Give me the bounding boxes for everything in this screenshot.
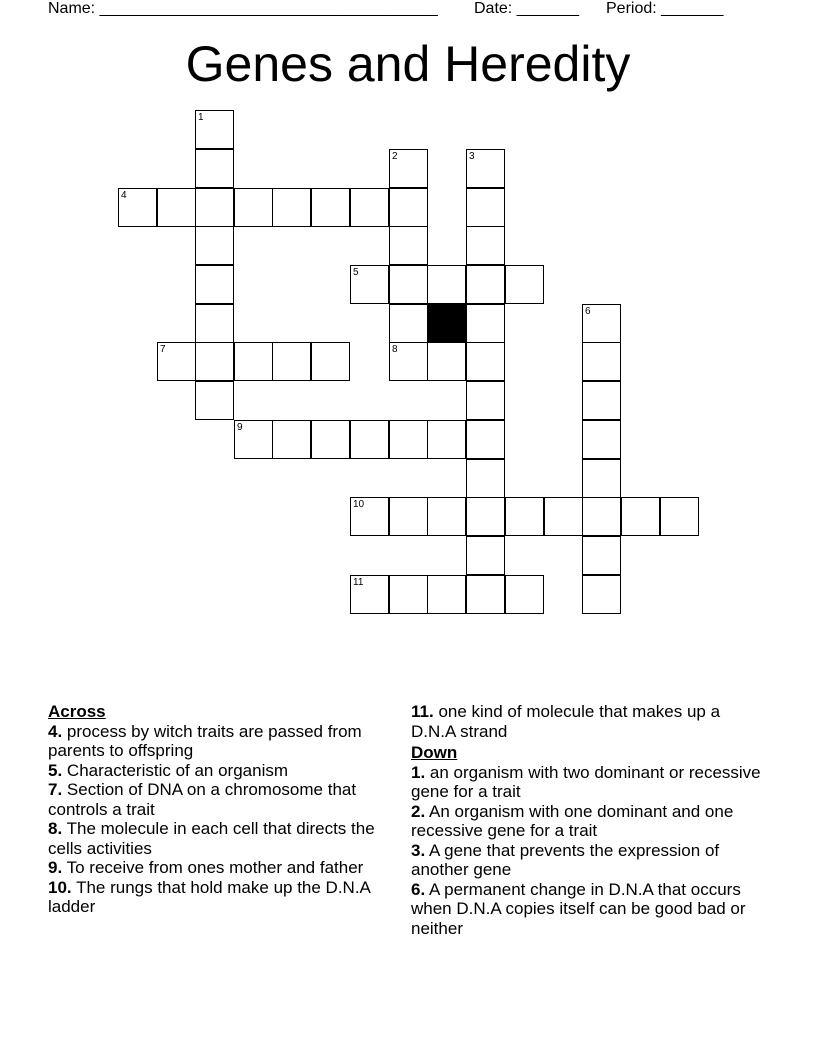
crossword-cell[interactable] [582, 459, 621, 498]
clue-text: one kind of molecule that makes up a D.N.A strand [411, 702, 721, 741]
crossword-cell[interactable] [466, 497, 505, 536]
crossword-cell[interactable] [350, 188, 389, 227]
down-heading: Down [411, 743, 458, 762]
crossword-cell[interactable] [466, 265, 505, 304]
clue-number: 5. [48, 760, 63, 780]
clue-number: 11. [411, 702, 434, 721]
crossword-cell[interactable] [272, 188, 311, 227]
clue-number: 7 [160, 344, 166, 355]
clue-number: 2. [411, 801, 426, 821]
crossword-cell[interactable] [660, 497, 699, 536]
crossword-cell[interactable] [311, 420, 350, 459]
clue-across-8 [48, 819, 378, 858]
crossword-cell[interactable] [195, 265, 234, 304]
clues-left-column [48, 702, 378, 917]
clue-down-2 [411, 802, 761, 841]
crossword-cell[interactable] [350, 497, 389, 536]
crossword-cell[interactable] [466, 149, 505, 188]
crossword-cell[interactable] [195, 188, 234, 227]
crossword-cell[interactable] [582, 342, 621, 381]
crossword-cell[interactable] [582, 536, 621, 575]
crossword-cell[interactable] [466, 188, 505, 227]
clue-text: The molecule in each cell that directs the cells activities [48, 819, 375, 858]
clue-number: 2 [392, 151, 398, 162]
crossword-cell[interactable] [505, 265, 544, 304]
clue-number: 11 [353, 577, 364, 588]
clue-number: 3 [469, 151, 475, 162]
crossword-cell[interactable] [466, 381, 505, 420]
clue-number: 8. [48, 819, 63, 838]
crossword-cell[interactable] [389, 342, 428, 381]
clue-number: 4. [48, 721, 63, 741]
crossword-cell[interactable] [582, 420, 621, 459]
crossword-cell[interactable] [350, 265, 389, 304]
crossword-cell[interactable] [466, 226, 505, 265]
crossword-cell[interactable] [582, 381, 621, 420]
crossword-cell[interactable] [157, 342, 196, 381]
crossword-cell[interactable] [389, 575, 428, 614]
crossword-cell[interactable] [466, 459, 505, 498]
crossword-cell[interactable] [466, 342, 505, 381]
crossword-cell[interactable] [505, 575, 544, 614]
crossword-cell[interactable] [389, 149, 428, 188]
clue-text: Characteristic of an organism [66, 760, 289, 780]
crossword-cell[interactable] [350, 420, 389, 459]
crossword-cell[interactable] [466, 420, 505, 459]
clue-down-3 [411, 841, 761, 880]
clue-across-11 [411, 702, 761, 741]
clue-across-9 [48, 858, 378, 878]
clue-text: An organism with one dominant and one recessive gene for a trait [411, 801, 734, 840]
clue-down-6 [411, 880, 761, 939]
crossword-cell[interactable] [118, 188, 157, 227]
clue-number: 9. [48, 858, 63, 877]
crossword-cell[interactable] [311, 342, 350, 381]
crossword-cell[interactable] [389, 265, 428, 304]
clue-text: To receive from ones mother and father [66, 858, 364, 877]
crossword-cell[interactable] [195, 149, 234, 188]
crossword-cell[interactable] [427, 575, 466, 614]
crossword-cell[interactable] [544, 497, 583, 536]
crossword-cell[interactable] [427, 342, 466, 381]
page-title: Genes and Heredity [185, 36, 631, 92]
crossword-cell[interactable] [427, 265, 466, 304]
crossword-cell[interactable] [389, 226, 428, 265]
crossword-cell[interactable] [466, 536, 505, 575]
black-square [427, 304, 466, 343]
crossword-cell[interactable] [582, 575, 621, 614]
crossword-cell[interactable] [389, 420, 428, 459]
clues-right-column [411, 702, 761, 938]
clue-number: 1 [198, 112, 204, 123]
crossword-cell[interactable] [272, 420, 311, 459]
crossword-cell[interactable] [234, 420, 273, 459]
crossword-cell[interactable] [582, 304, 621, 343]
crossword-cell[interactable] [389, 304, 428, 343]
across-heading: Across [48, 702, 106, 721]
crossword-cell[interactable] [350, 575, 389, 614]
clue-text: an organism with two dominant or recessive gene for a trait [411, 762, 761, 801]
crossword-cell[interactable] [195, 110, 234, 149]
clue-number: 10. [48, 877, 72, 897]
clue-number: 6 [585, 306, 591, 317]
clue-text: A permanent change in D.N.A that occurs when D.N.A copies itself can be good bad or neither [411, 879, 746, 938]
crossword-cell[interactable] [195, 226, 234, 265]
crossword-cell[interactable] [195, 342, 234, 381]
crossword-cell[interactable] [195, 381, 234, 420]
period-field[interactable]: Period: _______ [606, 0, 724, 17]
clue-number: 7. [48, 780, 63, 799]
clue-number: 4 [121, 190, 127, 201]
clue-number: 9 [237, 422, 243, 433]
crossword-cell[interactable] [272, 342, 311, 381]
crossword-cell[interactable] [427, 497, 466, 536]
clue-across-10 [48, 878, 378, 917]
clue-number: 8 [392, 344, 398, 355]
crossword-cell[interactable] [621, 497, 660, 536]
clue-across-5 [48, 761, 378, 781]
clue-number: 5 [353, 267, 359, 278]
clue-across-7 [48, 780, 378, 819]
name-field[interactable]: Name: ______________________________________ [48, 0, 438, 17]
date-field[interactable]: Date: _______ [474, 0, 579, 17]
crossword-cell[interactable] [389, 188, 428, 227]
clue-number: 1. [411, 762, 426, 782]
crossword-cell[interactable] [234, 188, 273, 227]
clue-across-4 [48, 722, 378, 761]
crossword-cell[interactable] [466, 575, 505, 614]
crossword-cell[interactable] [427, 420, 466, 459]
clue-text: Section of DNA on a chromosome that controls a trait [48, 780, 357, 819]
clue-text: A gene that prevents the expression of another gene [411, 840, 720, 879]
crossword-cell[interactable] [234, 342, 273, 381]
crossword-cell[interactable] [195, 304, 234, 343]
clue-text: The rungs that hold make up the D.N.A ladder [48, 877, 370, 916]
clue-number: 3. [411, 840, 426, 860]
crossword-cell[interactable] [466, 304, 505, 343]
crossword-cell[interactable] [505, 497, 544, 536]
crossword-cell[interactable] [389, 497, 428, 536]
crossword-cell[interactable] [157, 188, 196, 227]
clue-down-1 [411, 763, 761, 802]
crossword-cell[interactable] [311, 188, 350, 227]
crossword-cell[interactable] [582, 497, 621, 536]
clue-number: 6. [411, 879, 426, 899]
clue-text: process by witch traits are passed from parents to offspring [48, 721, 362, 760]
clue-number: 10 [353, 499, 365, 510]
